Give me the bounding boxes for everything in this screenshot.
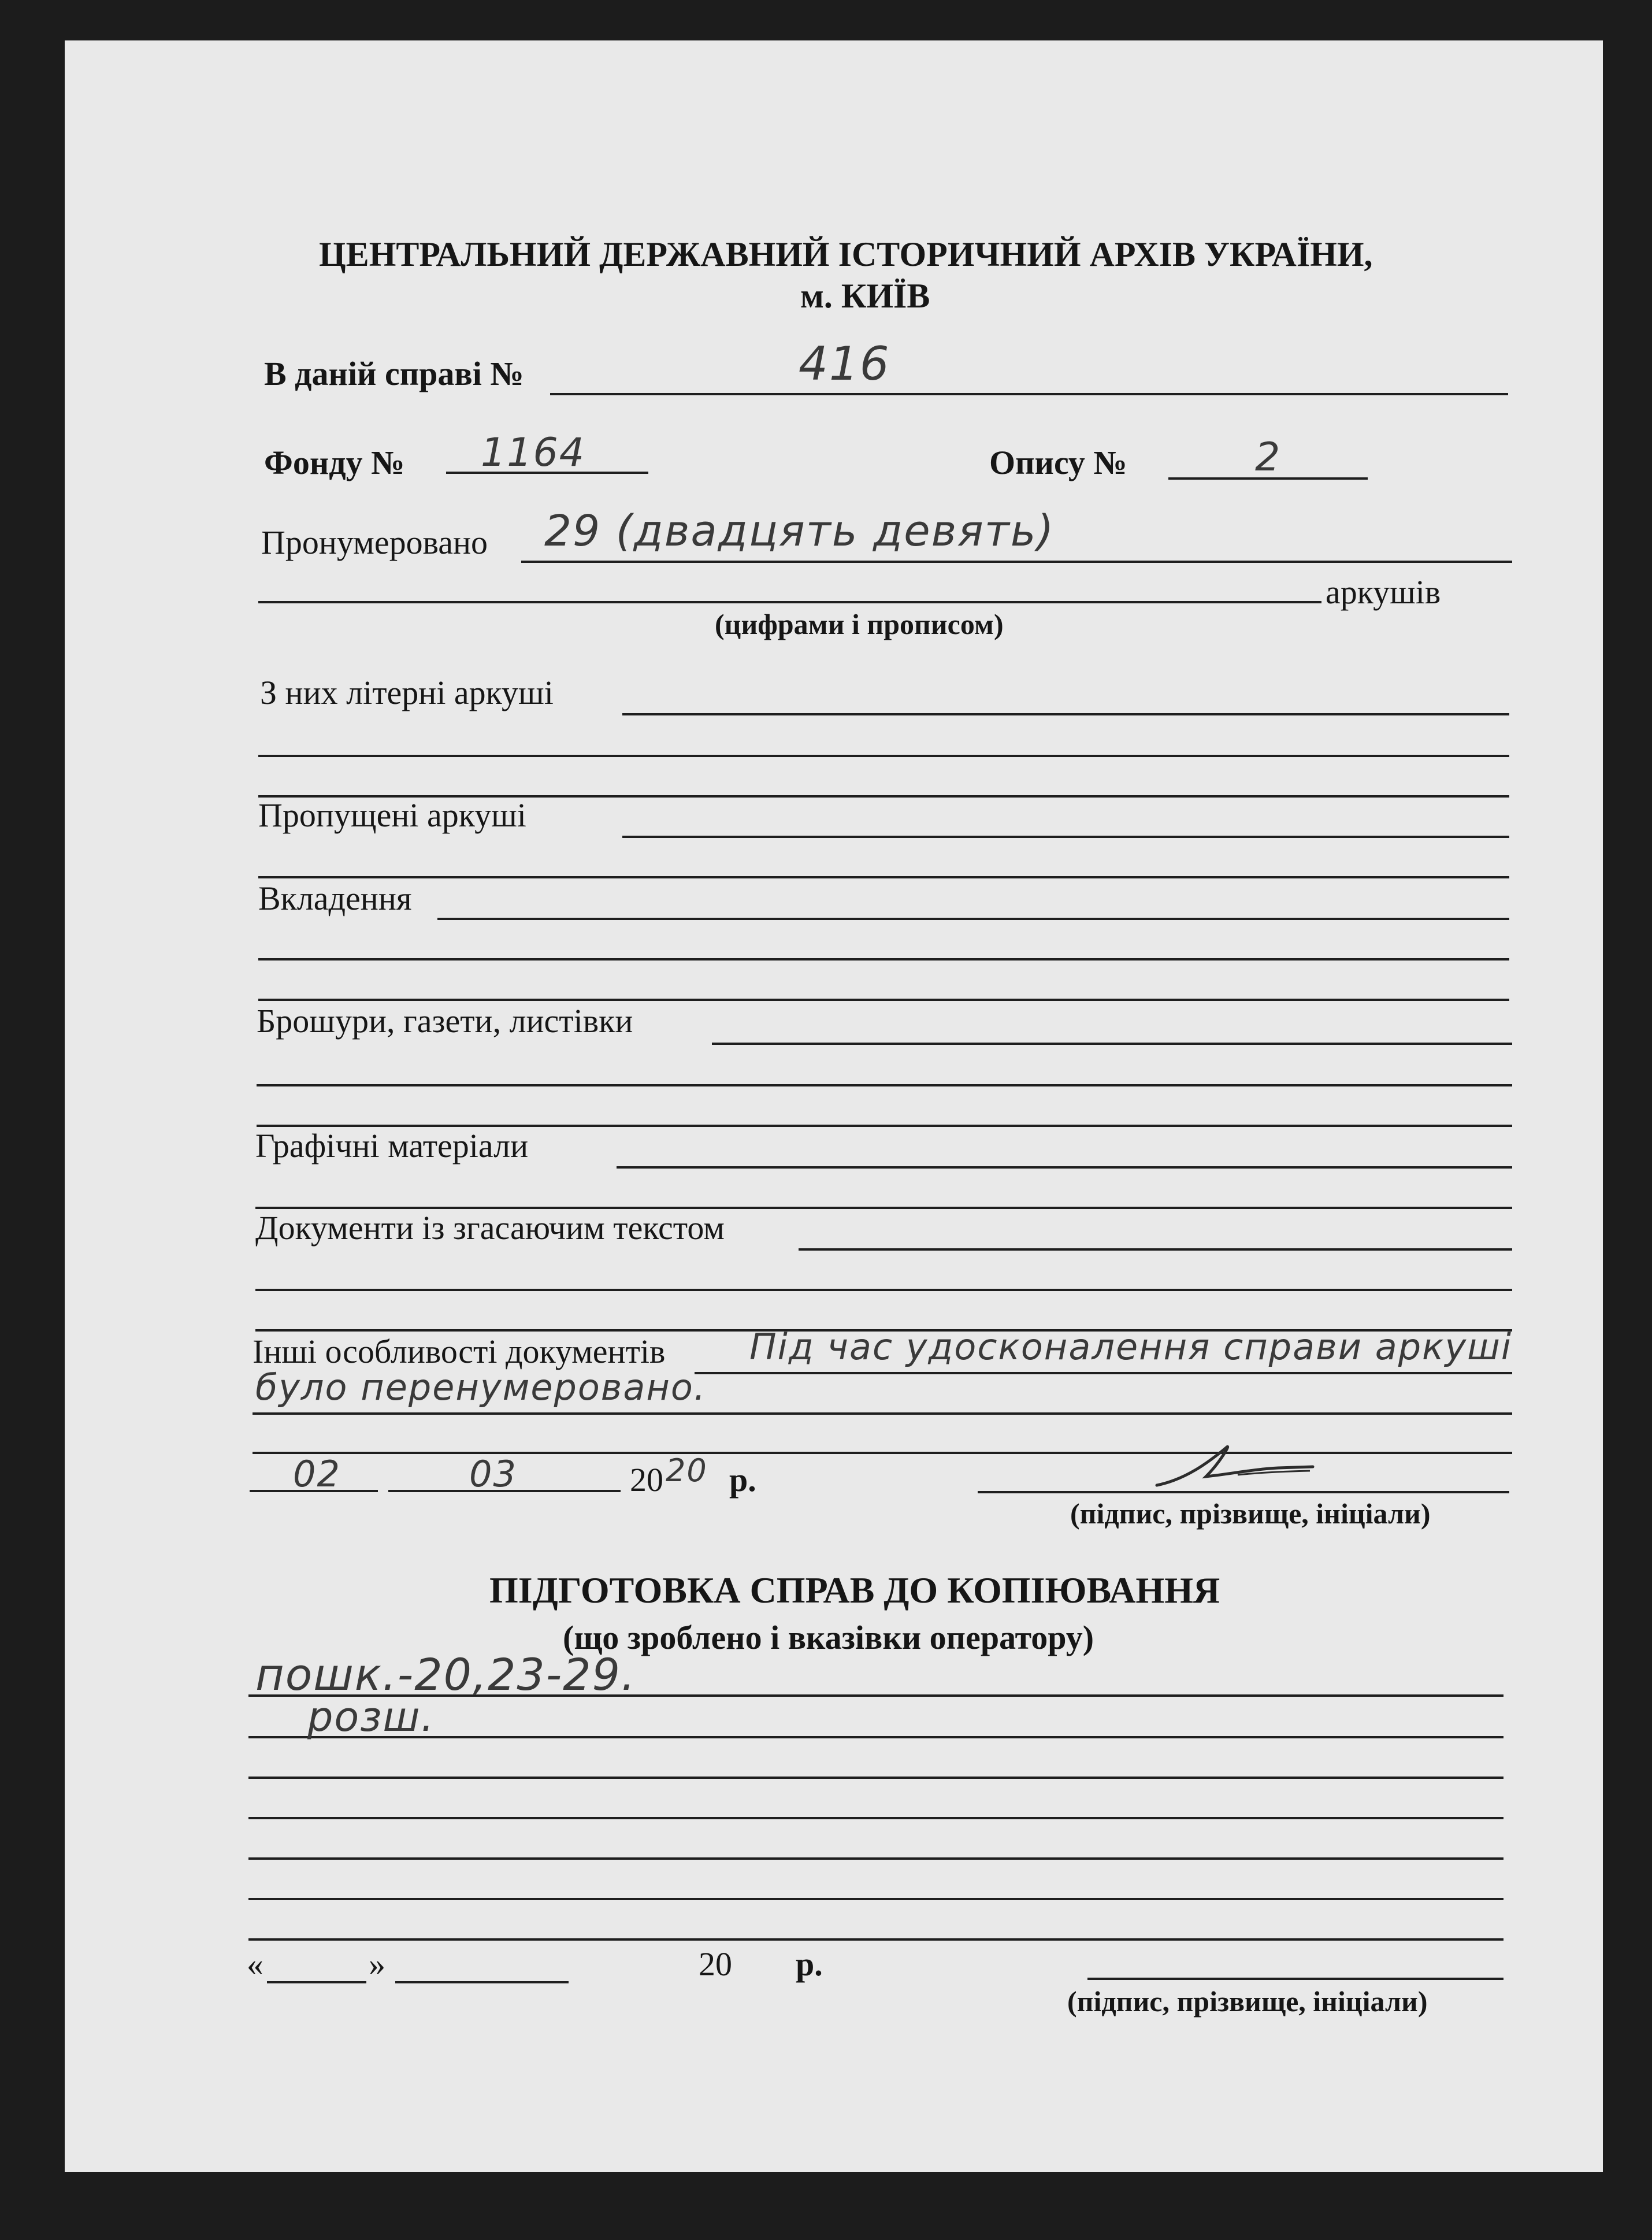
date2-year-prefix: 20 xyxy=(699,1945,732,1983)
other-features-value-2: було перенумеровано. xyxy=(255,1366,707,1408)
numbered-value: 29 (двадцять девять) xyxy=(544,506,1055,556)
copy-line-5 xyxy=(248,1857,1503,1860)
date1-year-suffix: 20 xyxy=(666,1452,708,1489)
archive-form-sheet xyxy=(65,40,1603,2172)
numbered-line-2 xyxy=(258,601,1321,603)
copy-note-1: пошк.-20,23-29. xyxy=(255,1649,637,1700)
brochures-line-1 xyxy=(712,1043,1512,1045)
copy-line-2 xyxy=(248,1736,1503,1738)
missing-sheets-label: Пропущені аркуші xyxy=(258,796,526,834)
copy-section-subtitle: (що зроблено і вказівки оператору) xyxy=(563,1619,1094,1656)
case-number-value: 416 xyxy=(799,337,890,391)
case-number-line xyxy=(550,393,1508,395)
attachments-line-3 xyxy=(258,999,1509,1001)
other-features-line-2 xyxy=(253,1412,1512,1415)
date2-signature-line xyxy=(1087,1978,1503,1980)
fond-value: 1164 xyxy=(481,430,586,476)
brochures-line-2 xyxy=(257,1084,1512,1086)
date1-day: 02 xyxy=(293,1453,341,1495)
date2-day-line xyxy=(267,1981,366,1983)
copy-note-2: розш. xyxy=(307,1693,435,1741)
attachments-line-1 xyxy=(437,918,1509,920)
date1-year-prefix: 20 xyxy=(630,1461,663,1499)
other-features-label: Інші особливості документів xyxy=(253,1333,666,1370)
copy-line-4 xyxy=(248,1817,1503,1819)
copy-line-3 xyxy=(248,1777,1503,1779)
numbered-hint: (цифрами і прописом) xyxy=(715,608,1004,640)
opys-value: 2 xyxy=(1255,435,1282,480)
archive-city: м. КИЇВ xyxy=(800,277,930,315)
copy-line-7 xyxy=(248,1938,1503,1941)
other-features-value-1: Під час удосконалення справи аркуші xyxy=(749,1326,1513,1368)
date2-close-quote: » xyxy=(369,1945,385,1983)
graphics-label: Графічні матеріали xyxy=(255,1127,529,1164)
attachments-line-2 xyxy=(258,958,1509,960)
date1-month: 03 xyxy=(469,1453,517,1495)
copy-section-title: ПІДГОТОВКА СПРАВ ДО КОПІЮВАННЯ xyxy=(489,1570,1220,1611)
missing-sheets-line-2 xyxy=(258,876,1509,878)
signature-mark xyxy=(1151,1439,1324,1491)
letter-sheets-label: З них літерні аркуші xyxy=(260,674,554,711)
letter-sheets-line-1 xyxy=(622,713,1509,715)
numbered-line-1 xyxy=(521,561,1512,563)
graphics-line-1 xyxy=(617,1166,1512,1169)
fading-docs-line-2 xyxy=(255,1289,1512,1291)
opys-label: Опису № xyxy=(989,444,1127,481)
date1-signature-line xyxy=(978,1491,1509,1493)
missing-sheets-line-1 xyxy=(622,836,1509,838)
date2-month-line xyxy=(395,1981,569,1983)
other-features-line-1 xyxy=(695,1372,1512,1374)
attachments-label: Вкладення xyxy=(258,880,412,917)
date2-signature-hint: (підпис, прізвище, ініціали) xyxy=(1067,1985,1428,2018)
date2-open-quote: « xyxy=(247,1945,263,1983)
numbered-label: Пронумеровано xyxy=(261,524,488,561)
fading-docs-line-1 xyxy=(799,1248,1512,1251)
copy-line-6 xyxy=(248,1898,1503,1900)
brochures-label: Брошури, газети, листівки xyxy=(257,1002,633,1040)
fading-docs-label: Документи із згасаючим текстом xyxy=(255,1209,725,1247)
date1-year-mark: р. xyxy=(729,1461,756,1499)
sheets-label: аркушів xyxy=(1326,573,1441,611)
date2-year-mark: р. xyxy=(796,1945,823,1983)
letter-sheets-line-2 xyxy=(258,755,1509,757)
archive-title: ЦЕНТРАЛЬНИЙ ДЕРЖАВНИЙ ІСТОРИЧНИЙ АРХІВ УКРАЇНИ, xyxy=(319,235,1373,273)
case-number-label: В даній справі № xyxy=(264,355,524,392)
fond-label: Фонду № xyxy=(264,444,405,481)
date1-signature-hint: (підпис, прізвище, ініціали) xyxy=(1070,1497,1431,1530)
